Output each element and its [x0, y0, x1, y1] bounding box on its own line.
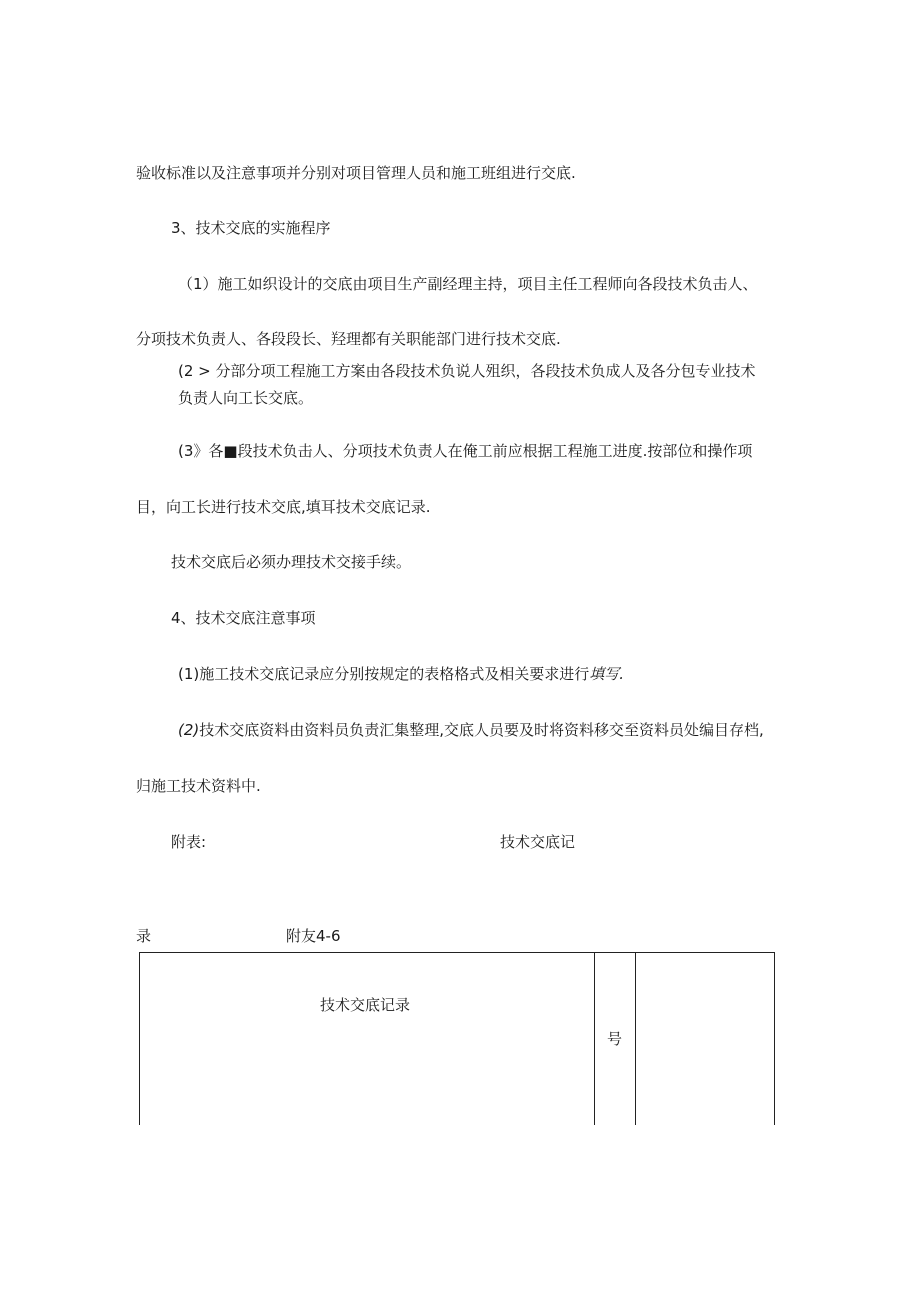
appendix-title-continued: 录	[136, 927, 152, 945]
paragraph-note-2-number: (2)	[178, 721, 200, 739]
paragraph-acceptance-standards: 验收标准以及注意事项并分别对项目管理人员和施工班组进行交底.	[136, 164, 576, 182]
appendix-label: 附表:	[171, 833, 207, 851]
table-border-right	[774, 953, 775, 1125]
paragraph-item-2-line-2: 负责人向工长交底。	[178, 389, 314, 407]
appendix-number: 附友4-6	[286, 927, 341, 945]
paragraph-note-2-line-1	[178, 720, 764, 740]
table-divider-2	[635, 953, 636, 1125]
paragraph-note-1-tail: 填写.	[589, 665, 625, 683]
table-divider-1	[594, 953, 595, 1125]
record-table	[139, 952, 775, 1125]
paragraph-item-1-line-2: 分项技术负责人、各段段长、羟理都有关职能部门进行技术交底.	[136, 330, 561, 348]
paragraph-item-3-line-2: 目，向工长进行技术交底,填耳技术交底记录.	[136, 498, 431, 516]
section-heading-3: 3、技术交底的实施程序	[171, 219, 331, 237]
table-number-label: 号	[607, 1030, 623, 1048]
paragraph-note-2-line-2: 归施工技术资料中.	[136, 777, 261, 795]
paragraph-note-2-text: 技术交底资料由资料员负责汇集整理,交底人员要及时将资料移交至资料员处编目存档,	[199, 721, 764, 739]
paragraph-item-3-line-1: (3》各■段技术负击人、分项技术负责人在俺工前应根据工程施工进度.按部位和操作项	[178, 442, 753, 460]
paragraph-note-1	[178, 664, 624, 684]
paragraph-handover: 技术交底后必须办理技术交接手续。	[171, 553, 412, 571]
section-heading-4: 4、技术交底注意事项	[171, 609, 316, 627]
appendix-title: 技术交底记	[500, 833, 576, 851]
table-border-left	[139, 953, 140, 1125]
table-title: 技术交底记录	[320, 996, 411, 1014]
paragraph-item-2-line-1: (2 > 分部分项工程施工方案由各段技术负说人殂织，各段技术负成人及各分包专业技术	[178, 362, 756, 380]
paragraph-note-1-text: (1)施工技术交底记录应分别按规定的表格格式及相关要求进行	[178, 665, 590, 683]
paragraph-item-1-line-1: （1）施工如织设计的交底由项目生产副经理主持，项目主任工程师向各段技术负击人、	[178, 275, 758, 293]
